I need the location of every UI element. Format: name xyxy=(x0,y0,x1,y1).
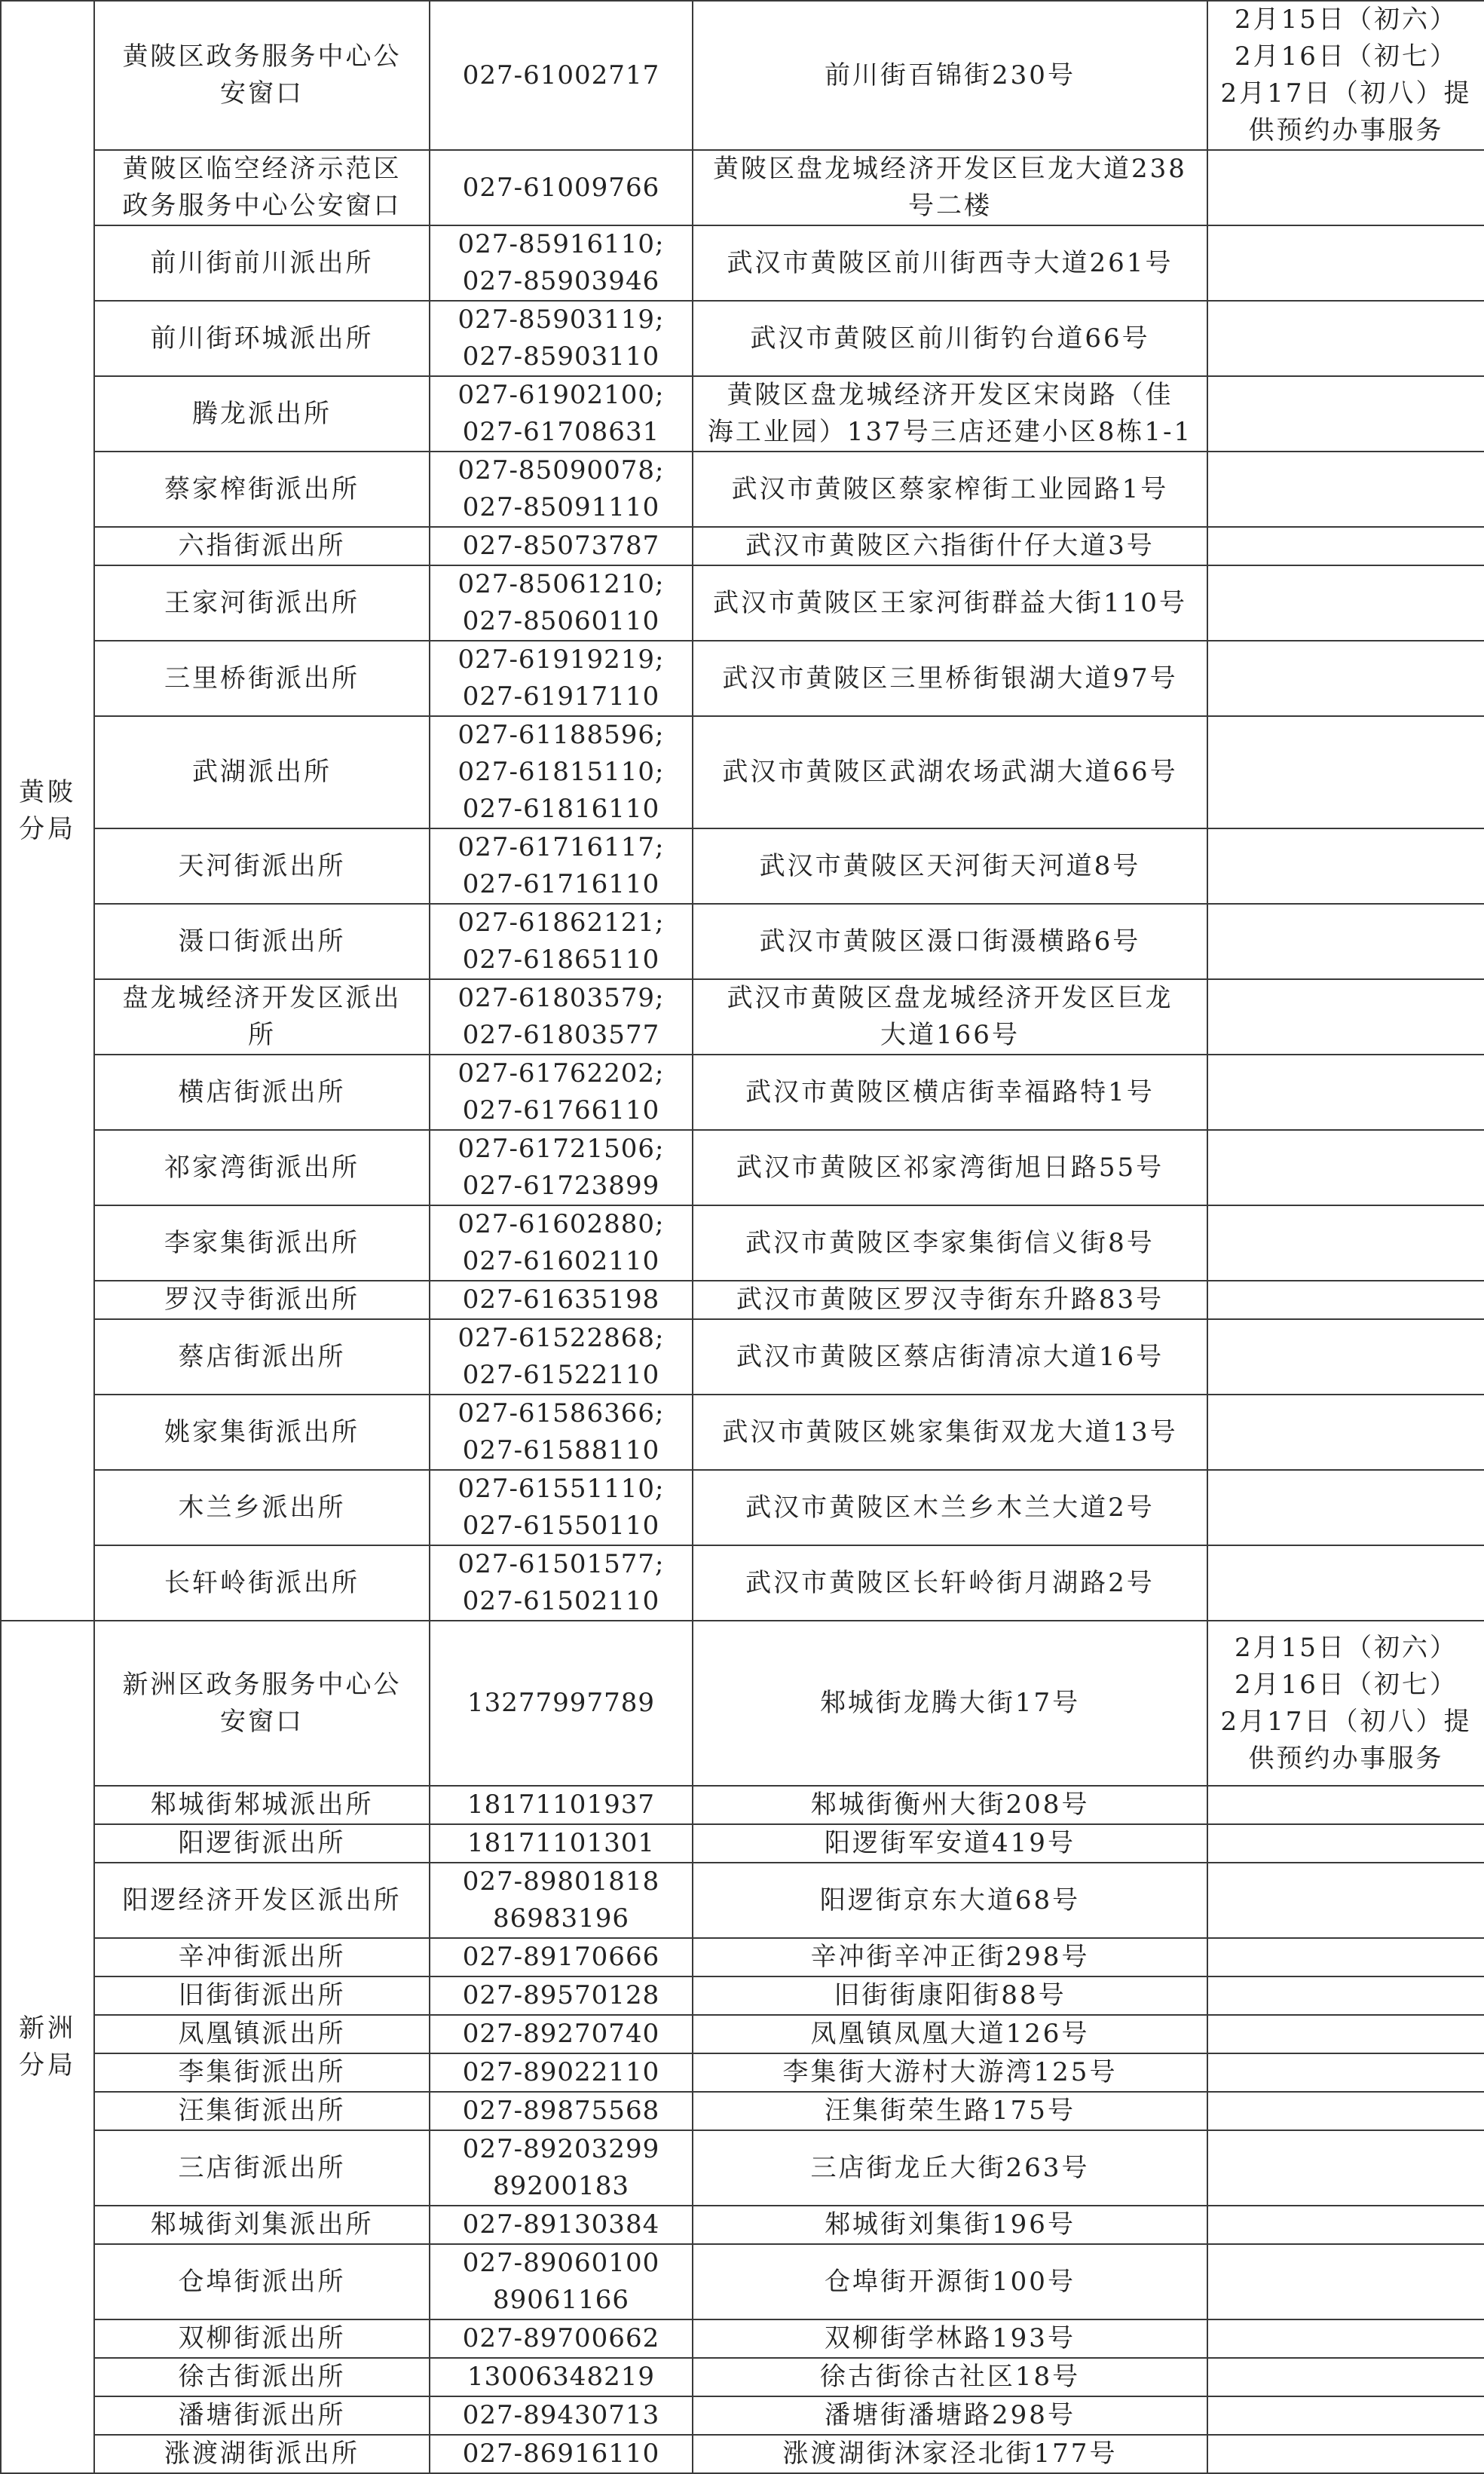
phone-cell: 027-61188596; 027-61815110; 027-61816110 xyxy=(430,716,693,828)
phone-cell: 027-61522868; 027-61522110 xyxy=(430,1319,693,1395)
phone-cell: 027-89022110 xyxy=(430,2053,693,2092)
phone-cell: 027-89203299 89200183 xyxy=(430,2130,693,2206)
address-cell: 武汉市黄陂区横店街幸福路特1号 xyxy=(693,1055,1207,1130)
station-name-cell: 滠口街派出所 xyxy=(94,904,430,979)
address-cell: 武汉市黄陂区蔡店街清凉大道16号 xyxy=(693,1319,1207,1395)
service-note-cell: 2月15日（初六） 2月16日（初七） 2月17日（初八）提 供预约办事服务 xyxy=(1207,1,1484,150)
station-name-cell: 罗汉寺街派出所 xyxy=(94,1281,430,1319)
phone-cell: 18171101301 xyxy=(430,1824,693,1863)
table-row xyxy=(1,2319,1484,2358)
service-note-cell xyxy=(1207,716,1484,828)
station-name-cell: 凤凰镇派出所 xyxy=(94,2015,430,2053)
station-name-cell: 新洲区政务服务中心公 安窗口 xyxy=(94,1621,430,1786)
table-row xyxy=(1,1545,1484,1621)
address-cell: 武汉市黄陂区六指街什仔大道3号 xyxy=(693,527,1207,565)
station-name-cell: 旧街街派出所 xyxy=(94,1976,430,2015)
address-cell: 黄陂区盘龙城经济开发区宋岗路（佳 海工业园）137号三店还建小区8栋1-1 xyxy=(693,376,1207,452)
station-name-cell: 仓埠街派出所 xyxy=(94,2244,430,2319)
phone-cell: 027-61602880; 027-61602110 xyxy=(430,1205,693,1281)
phone-cell: 027-61551110; 027-61550110 xyxy=(430,1470,693,1545)
address-cell: 涨渡湖街沐家泾北街177号 xyxy=(693,2435,1207,2473)
service-note-cell xyxy=(1207,1281,1484,1319)
service-note-cell xyxy=(1207,979,1484,1055)
phone-cell: 027-61762202; 027-61766110 xyxy=(430,1055,693,1130)
address-cell: 汪集街荣生路175号 xyxy=(693,2092,1207,2130)
table-row xyxy=(1,1786,1484,1824)
service-note-cell xyxy=(1207,1470,1484,1545)
station-name-cell: 六指街派出所 xyxy=(94,527,430,565)
station-name-cell: 前川街环城派出所 xyxy=(94,301,430,376)
station-name-cell: 前川街前川派出所 xyxy=(94,225,430,301)
service-note-cell xyxy=(1207,1055,1484,1130)
station-name-cell: 祁家湾街派出所 xyxy=(94,1130,430,1205)
table-row xyxy=(1,1130,1484,1205)
service-note-cell xyxy=(1207,376,1484,452)
address-cell: 武汉市黄陂区王家河街群益大街110号 xyxy=(693,565,1207,641)
address-cell: 武汉市黄陂区三里桥街银湖大道97号 xyxy=(693,641,1207,716)
station-name-cell: 蔡家榨街派出所 xyxy=(94,452,430,527)
table-row xyxy=(1,1976,1484,2015)
phone-cell: 13006348219 xyxy=(430,2358,693,2396)
service-note-cell xyxy=(1207,828,1484,904)
service-note-cell xyxy=(1207,2319,1484,2358)
table-row xyxy=(1,828,1484,904)
station-name-cell: 黄陂区临空经济示范区 政务服务中心公安窗口 xyxy=(94,150,430,225)
phone-cell: 027-89430713 xyxy=(430,2396,693,2435)
table-row xyxy=(1,2130,1484,2206)
phone-cell: 027-89570128 xyxy=(430,1976,693,2015)
phone-cell: 027-61501577; 027-61502110 xyxy=(430,1545,693,1621)
phone-cell: 027-61002717 xyxy=(430,1,693,150)
address-cell: 武汉市黄陂区祁家湾街旭日路55号 xyxy=(693,1130,1207,1205)
table-row xyxy=(1,979,1484,1055)
station-name-cell: 邾城街邾城派出所 xyxy=(94,1786,430,1824)
table-row xyxy=(1,2053,1484,2092)
service-note-cell xyxy=(1207,2015,1484,2053)
address-cell: 武汉市黄陂区蔡家榨街工业园路1号 xyxy=(693,452,1207,527)
table-row xyxy=(1,2092,1484,2130)
station-name-cell: 潘塘街派出所 xyxy=(94,2396,430,2435)
table-row xyxy=(1,2358,1484,2396)
station-name-cell: 汪集街派出所 xyxy=(94,2092,430,2130)
address-cell: 阳逻街军安道419号 xyxy=(693,1824,1207,1863)
phone-cell: 13277997789 xyxy=(430,1621,693,1786)
service-note-cell xyxy=(1207,1863,1484,1938)
service-note-cell xyxy=(1207,2053,1484,2092)
table-row xyxy=(1,1621,1484,1786)
table-row xyxy=(1,1,1484,150)
table-row xyxy=(1,2396,1484,2435)
phone-cell: 027-86916110 xyxy=(430,2435,693,2473)
table-row xyxy=(1,301,1484,376)
phone-cell: 027-85916110; 027-85903946 xyxy=(430,225,693,301)
phone-cell: 027-61902100; 027-61708631 xyxy=(430,376,693,452)
address-cell: 武汉市黄陂区罗汉寺街东升路83号 xyxy=(693,1281,1207,1319)
address-cell: 邾城街刘集街196号 xyxy=(693,2206,1207,2244)
address-cell: 武汉市黄陂区长轩岭街月湖路2号 xyxy=(693,1545,1207,1621)
address-cell: 阳逻街京东大道68号 xyxy=(693,1863,1207,1938)
service-note-cell xyxy=(1207,2396,1484,2435)
table-row xyxy=(1,904,1484,979)
address-cell: 潘塘街潘塘路298号 xyxy=(693,2396,1207,2435)
phone-cell: 027-89060100 89061166 xyxy=(430,2244,693,2319)
address-cell: 仓埠街开源街100号 xyxy=(693,2244,1207,2319)
service-note-cell xyxy=(1207,1319,1484,1395)
phone-cell: 027-85090078; 027-85091110 xyxy=(430,452,693,527)
station-name-cell: 腾龙派出所 xyxy=(94,376,430,452)
phone-cell: 027-61586366; 027-61588110 xyxy=(430,1395,693,1470)
table-row xyxy=(1,527,1484,565)
address-cell: 邾城街衡州大街208号 xyxy=(693,1786,1207,1824)
service-note-cell xyxy=(1207,1545,1484,1621)
phone-cell: 027-61862121; 027-61865110 xyxy=(430,904,693,979)
station-name-cell: 徐古街派出所 xyxy=(94,2358,430,2396)
service-note-cell xyxy=(1207,1938,1484,1976)
address-cell: 武汉市黄陂区前川街西寺大道261号 xyxy=(693,225,1207,301)
service-note-cell xyxy=(1207,150,1484,225)
service-note-cell xyxy=(1207,2358,1484,2396)
station-name-cell: 黄陂区政务服务中心公 安窗口 xyxy=(94,1,430,150)
table-row xyxy=(1,2244,1484,2319)
address-cell: 凤凰镇凤凰大道126号 xyxy=(693,2015,1207,2053)
service-note-cell xyxy=(1207,301,1484,376)
phone-cell: 027-89170666 xyxy=(430,1938,693,1976)
service-note-cell xyxy=(1207,1130,1484,1205)
station-name-cell: 三店街派出所 xyxy=(94,2130,430,2206)
service-note-cell xyxy=(1207,452,1484,527)
phone-cell: 027-85073787 xyxy=(430,527,693,565)
address-cell: 辛冲街辛冲正街298号 xyxy=(693,1938,1207,1976)
table-row xyxy=(1,452,1484,527)
service-note-cell xyxy=(1207,641,1484,716)
address-cell: 邾城街龙腾大街17号 xyxy=(693,1621,1207,1786)
phone-cell: 027-61009766 xyxy=(430,150,693,225)
phone-cell: 027-61716117; 027-61716110 xyxy=(430,828,693,904)
station-name-cell: 辛冲街派出所 xyxy=(94,1938,430,1976)
table-row xyxy=(1,1938,1484,1976)
service-note-cell xyxy=(1207,565,1484,641)
station-name-cell: 天河街派出所 xyxy=(94,828,430,904)
address-cell: 武汉市黄陂区天河街天河道8号 xyxy=(693,828,1207,904)
phone-cell: 027-89700662 xyxy=(430,2319,693,2358)
phone-cell: 027-85903119; 027-85903110 xyxy=(430,301,693,376)
service-note-cell xyxy=(1207,527,1484,565)
station-name-cell: 木兰乡派出所 xyxy=(94,1470,430,1545)
table-row xyxy=(1,1824,1484,1863)
table-row xyxy=(1,1055,1484,1130)
station-name-cell: 姚家集街派出所 xyxy=(94,1395,430,1470)
bureau-name-cell: 黄陂 分局 xyxy=(1,1,94,1621)
service-note-cell xyxy=(1207,1205,1484,1281)
address-cell: 武汉市黄陂区木兰乡木兰大道2号 xyxy=(693,1470,1207,1545)
table-row xyxy=(1,1395,1484,1470)
phone-cell: 027-61919219; 027-61917110 xyxy=(430,641,693,716)
service-note-cell xyxy=(1207,1824,1484,1863)
table-row xyxy=(1,1205,1484,1281)
table-row xyxy=(1,1319,1484,1395)
station-name-cell: 双柳街派出所 xyxy=(94,2319,430,2358)
phone-cell: 18171101937 xyxy=(430,1786,693,1824)
address-cell: 武汉市黄陂区前川街钓台道66号 xyxy=(693,301,1207,376)
address-cell: 黄陂区盘龙城经济开发区巨龙大道238 号二楼 xyxy=(693,150,1207,225)
table-row xyxy=(1,565,1484,641)
service-note-cell xyxy=(1207,1786,1484,1824)
station-name-cell: 涨渡湖街派出所 xyxy=(94,2435,430,2473)
station-name-cell: 李家集街派出所 xyxy=(94,1205,430,1281)
address-cell: 武汉市黄陂区李家集街信义街8号 xyxy=(693,1205,1207,1281)
address-cell: 双柳街学林路193号 xyxy=(693,2319,1207,2358)
table-row xyxy=(1,2435,1484,2473)
table-row xyxy=(1,1281,1484,1319)
address-cell: 武汉市黄陂区武湖农场武湖大道66号 xyxy=(693,716,1207,828)
table-row xyxy=(1,641,1484,716)
station-name-cell: 蔡店街派出所 xyxy=(94,1319,430,1395)
service-note-cell xyxy=(1207,1976,1484,2015)
station-name-cell: 李集街派出所 xyxy=(94,2053,430,2092)
station-name-cell: 盘龙城经济开发区派出 所 xyxy=(94,979,430,1055)
station-name-cell: 横店街派出所 xyxy=(94,1055,430,1130)
service-note-cell xyxy=(1207,2244,1484,2319)
table-body xyxy=(1,1,1484,2473)
station-name-cell: 邾城街刘集派出所 xyxy=(94,2206,430,2244)
station-name-cell: 阳逻街派出所 xyxy=(94,1824,430,1863)
address-cell: 李集街大游村大游湾125号 xyxy=(693,2053,1207,2092)
phone-cell: 027-61803579; 027-61803577 xyxy=(430,979,693,1055)
phone-cell: 027-89801818 86983196 xyxy=(430,1863,693,1938)
table-row xyxy=(1,2206,1484,2244)
service-note-cell xyxy=(1207,225,1484,301)
phone-cell: 027-85061210; 027-85060110 xyxy=(430,565,693,641)
service-note-cell xyxy=(1207,2206,1484,2244)
address-cell: 武汉市黄陂区滠口街滠横路6号 xyxy=(693,904,1207,979)
service-note-cell xyxy=(1207,904,1484,979)
address-cell: 三店街龙丘大街263号 xyxy=(693,2130,1207,2206)
service-note-cell xyxy=(1207,2130,1484,2206)
address-cell: 徐古街徐古社区18号 xyxy=(693,2358,1207,2396)
service-note-cell xyxy=(1207,2435,1484,2473)
address-cell: 武汉市黄陂区姚家集街双龙大道13号 xyxy=(693,1395,1207,1470)
table-row xyxy=(1,1863,1484,1938)
service-note-cell xyxy=(1207,2092,1484,2130)
bureau-name-cell: 新洲 分局 xyxy=(1,1621,94,2473)
table-row xyxy=(1,1470,1484,1545)
station-name-cell: 三里桥街派出所 xyxy=(94,641,430,716)
service-note-cell xyxy=(1207,1395,1484,1470)
phone-cell: 027-89130384 xyxy=(430,2206,693,2244)
service-note-cell: 2月15日（初六） 2月16日（初七） 2月17日（初八）提 供预约办事服务 xyxy=(1207,1621,1484,1786)
address-cell: 旧街街康阳街88号 xyxy=(693,1976,1207,2015)
phone-cell: 027-61721506; 027-61723899 xyxy=(430,1130,693,1205)
table-row xyxy=(1,2015,1484,2053)
table-row xyxy=(1,150,1484,225)
station-name-cell: 长轩岭街派出所 xyxy=(94,1545,430,1621)
phone-cell: 027-89875568 xyxy=(430,2092,693,2130)
table-row xyxy=(1,376,1484,452)
table-row xyxy=(1,225,1484,301)
address-cell: 前川街百锦街230号 xyxy=(693,1,1207,150)
phone-cell: 027-89270740 xyxy=(430,2015,693,2053)
station-name-cell: 王家河街派出所 xyxy=(94,565,430,641)
station-name-cell: 武湖派出所 xyxy=(94,716,430,828)
address-cell: 武汉市黄陂区盘龙城经济开发区巨龙 大道166号 xyxy=(693,979,1207,1055)
table-row xyxy=(1,716,1484,828)
phone-cell: 027-61635198 xyxy=(430,1281,693,1319)
station-name-cell: 阳逻经济开发区派出所 xyxy=(94,1863,430,1938)
